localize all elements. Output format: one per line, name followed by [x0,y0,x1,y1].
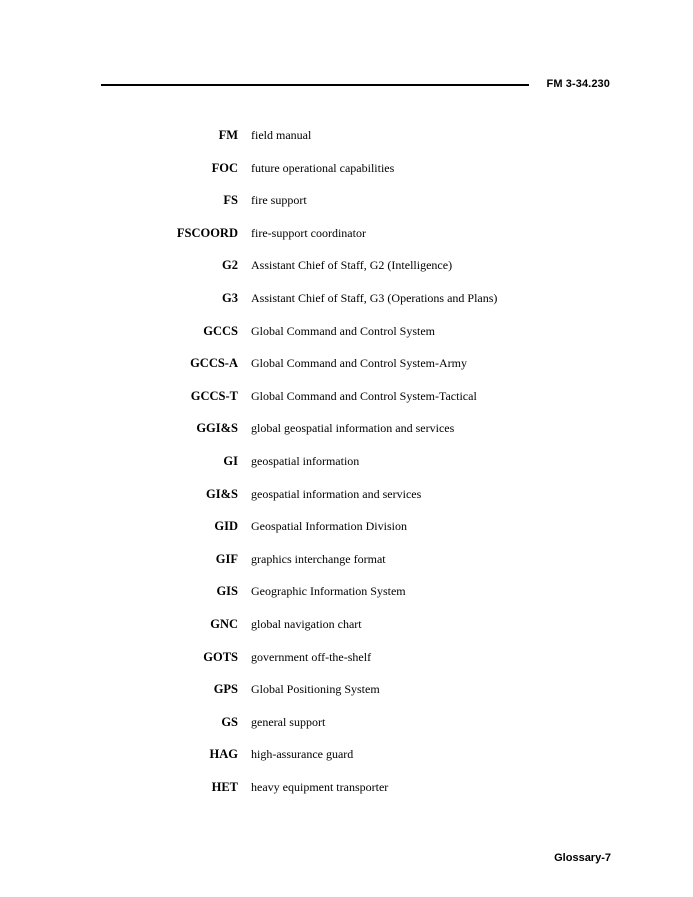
glossary-entry [0,712,693,745]
glossary-definition: high-assurance guard [251,747,354,762]
glossary-term: GIS [216,584,238,599]
glossary-term: FSCOORD [176,225,238,240]
glossary-definition: Global Command and Control System-Tactical [251,388,477,403]
glossary-entry [0,125,693,158]
glossary-term: GI [223,453,238,468]
glossary-term: GCCS [203,323,238,338]
glossary-entry [0,549,693,582]
glossary-entry [0,777,693,810]
glossary-entry [0,386,693,419]
header-rule [101,84,529,86]
glossary-definition: geospatial information and services [251,486,422,501]
glossary-entry [0,321,693,354]
glossary-term: GID [214,519,238,534]
glossary-definition: global navigation chart [251,616,362,631]
glossary-definition: Geographic Information System [251,584,406,599]
glossary-definition: Global Command and Control System [251,323,435,338]
glossary-entry [0,484,693,517]
glossary-term: GS [221,714,238,729]
glossary-definition: Geospatial Information Division [251,519,407,534]
glossary-entry [0,647,693,680]
glossary-definition: government off-the-shelf [251,649,372,664]
glossary-entry [0,223,693,256]
glossary-term: FS [223,193,238,208]
glossary-term: GGI&S [196,421,238,436]
glossary-entry [0,158,693,191]
glossary-definition: Global Positioning System [251,682,380,697]
glossary-entry [0,614,693,647]
glossary-definition: heavy equipment transporter [251,779,389,794]
glossary-definition: field manual [251,128,312,142]
glossary-entry [0,679,693,712]
glossary-term: HET [211,779,238,794]
glossary-term: GPS [213,682,238,697]
glossary-term: FOC [211,160,238,175]
glossary-list [0,125,693,809]
glossary-definition: global geospatial information and services [251,421,455,436]
glossary-entry [0,255,693,288]
glossary-term: GOTS [203,649,238,664]
glossary-definition: geospatial information [251,453,360,468]
glossary-term: GCCS-A [190,356,238,371]
glossary-term: GI&S [206,486,238,501]
glossary-definition: general support [251,714,326,729]
glossary-definition: Assistant Chief of Staff, G3 (Operations and Plans) [251,290,498,305]
glossary-term: GIF [215,551,238,566]
glossary-entry [0,353,693,386]
glossary-term: G2 [222,258,238,273]
glossary-definition: Assistant Chief of Staff, G2 (Intelligence) [251,258,453,273]
glossary-definition: fire support [251,193,307,208]
glossary-term: GCCS-T [190,388,238,403]
glossary-term: HAG [209,747,238,762]
glossary-entry [0,418,693,451]
page-label: Glossary-7 [554,852,611,864]
glossary-entry [0,581,693,614]
glossary-entry [0,744,693,777]
glossary-entry [0,288,693,321]
manual-id: FM 3-34.230 [546,78,610,90]
glossary-definition: graphics interchange format [251,551,386,566]
glossary-definition: fire-support coordinator [251,225,366,240]
glossary-term: G3 [222,290,238,305]
glossary-term: GNC [210,616,238,631]
glossary-entry [0,516,693,549]
glossary-definition: Global Command and Control System-Army [251,356,467,371]
glossary-definition: future operational capabilities [251,160,395,175]
glossary-entry [0,451,693,484]
glossary-term: FM [218,128,238,142]
glossary-entry [0,190,693,223]
